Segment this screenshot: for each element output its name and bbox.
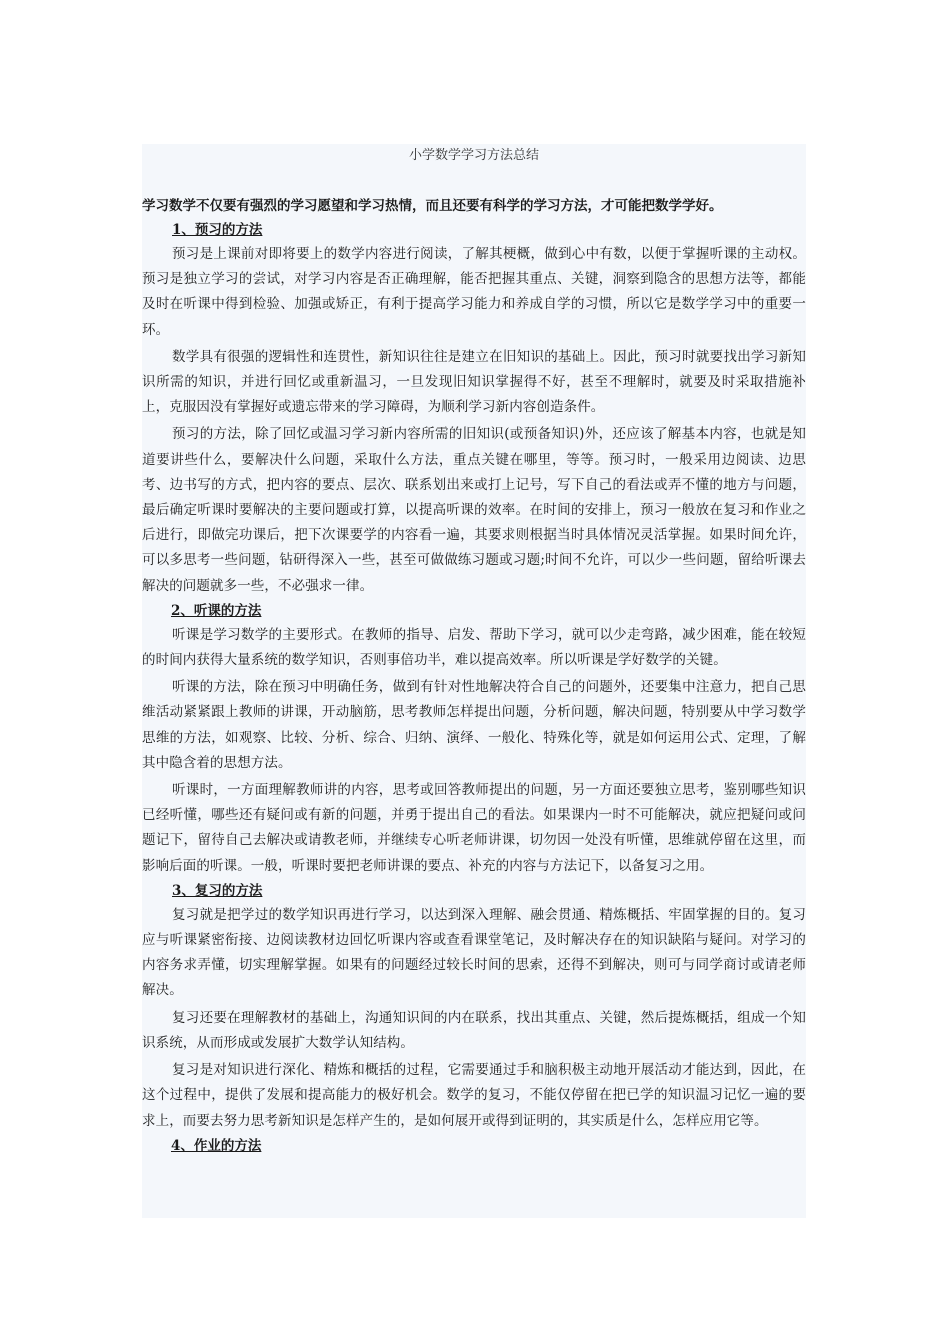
paragraph: 听课是学习数学的主要形式。在教师的指导、启发、帮助下学习，就可以少走弯路，减少困难，能在较短的时间内获得大量系统的数学知识，否则事倍功半，难以提高效率。所以听课是学好数学的关键。	[142, 626, 806, 669]
paragraph: 复习就是把学过的数学知识再进行学习，以达到深入理解、融会贯通、精炼概括、牢固掌握的目的。复习应与听课紧密衔接、边阅读教材边回忆听课内容或查看课堂笔记，及时解决存在的知识缺陷与疑问。对学习的内容务求弄懂，切实理解掌握。如果有的问题经过较长时间的思索，还得不到解决，则可与同学商讨或请老师解决。	[142, 906, 806, 999]
section-heading-preview-text: 1、预习的方法	[172, 222, 263, 238]
paragraph: 数学具有很强的逻辑性和连贯性，新知识往往是建立在旧知识的基础上。因此，预习时就要找出学习新知识所需的知识，并进行回忆或重新温习，一旦发现旧知识掌握得不好，甚至不理解时，就要及时采取措施补上，克服因没有掌握好或遗忘带来的学习障碍，为顺利学习新内容创造条件。	[142, 348, 806, 416]
section-heading-review	[142, 879, 806, 903]
paragraph: 复习是对知识进行深化、精炼和概括的过程，它需要通过手和脑积极主动地开展活动才能达到，因此，在这个过程中，提供了发展和提高能力的极好机会。数学的复习，不能仅停留在把已学的知识温习记忆一遍的要求上，而要去努力思考新知识是怎样产生的，是如何展开或得到证明的，其实质是什么，怎样应用它等。	[142, 1062, 806, 1129]
paragraph: 复习还要在理解教材的基础上，沟通知识间的内在联系，找出其重点、关键，然后提炼概括，组成一个知识系统，从而形成或发展扩大数学认知结构。	[142, 1009, 806, 1051]
section-heading-preview	[142, 218, 806, 242]
paragraph: 预习是上课前对即将要上的数学内容进行阅读，了解其梗概，做到心中有数，以便于掌握听课的主动权。预习是独立学习的尝试，对学习内容是否正确理解，能否把握其重点、关键，洞察到隐含的思想方法等，都能及时在听课中得到检验、加强或矫正，有利于提高学习能力和养成自学的习惯，所以它是数学学习中的重要一环。	[142, 246, 806, 338]
document-title: 小学数学学习方法总结	[408, 148, 539, 163]
section-heading-listening: 2、听课的方法	[171, 602, 262, 619]
paragraph: 听课的方法，除在预习中明确任务，做到有针对性地解决符合自己的问题外，还要集中注意力，把自己思维活动紧紧跟上教师的讲课，开动脑筋，思考教师怎样提出问题，分析问题，解决问题，特别要从中学习数学思维的方法，如观察、比较、分析、综合、归纳、演绎、一般化、特殊化等，就是如何运用公式、定理，了解其中隐含着的思想方法。	[142, 679, 806, 771]
document-body	[142, 146, 806, 1158]
paragraph: 听课时，一方面理解教师讲的内容，思考或回答教师提出的问题，另一方面还要独立思考，鉴别哪些知识已经听懂，哪些还有疑问或有新的问题，并勇于提出自己的看法。如果课内一时不可能解决，就应把疑问或问题记下，留待自己去解决或请教老师，并继续专心听老师讲课，切勿因一处没有听懂，思维就停留在这里，而影响后面的听课。一般，听课时要把老师讲课的要点、补充的内容与方法记下，以备复习之用。	[142, 782, 806, 874]
section-heading-review-text: 3、复习的方法	[172, 882, 263, 899]
paragraph: 预习的方法，除了回忆或温习学习新内容所需的旧知识(或预备知识)外，还应该了解基本内容，也就是知道要讲些什么，要解决什么问题，采取什么方法，重点关键在哪里，等等。预习时，一般采用边阅读、边思考、边书写的方式，把内容的要点、层次、联系划出来或打上记号，写下自己的看法或弄不懂的地方与问题，最后确定听课时要解决的主要问题或打算，以提高听课的效率。在时间的安排上，预习一般放在复习和作业之后进行，即做完功课后，把下次课要学的内容看一遍，其要求则根据当时具体情况灵活掌握。如果时间允许，可以多思考一些问题，钻研得深入一些，甚至可做做练习题或习题;时间不允许，可以少一些问题，留给听课去解决的问题就多一些，不必强求一律。	[142, 426, 806, 594]
section-heading-homework: 4、作业的方法	[171, 1137, 262, 1154]
intro-sentence: 学习数学不仅要有强烈的学习愿望和学习热情，而且还要有科学的学习方法，才可能把数学学好。	[142, 198, 723, 214]
